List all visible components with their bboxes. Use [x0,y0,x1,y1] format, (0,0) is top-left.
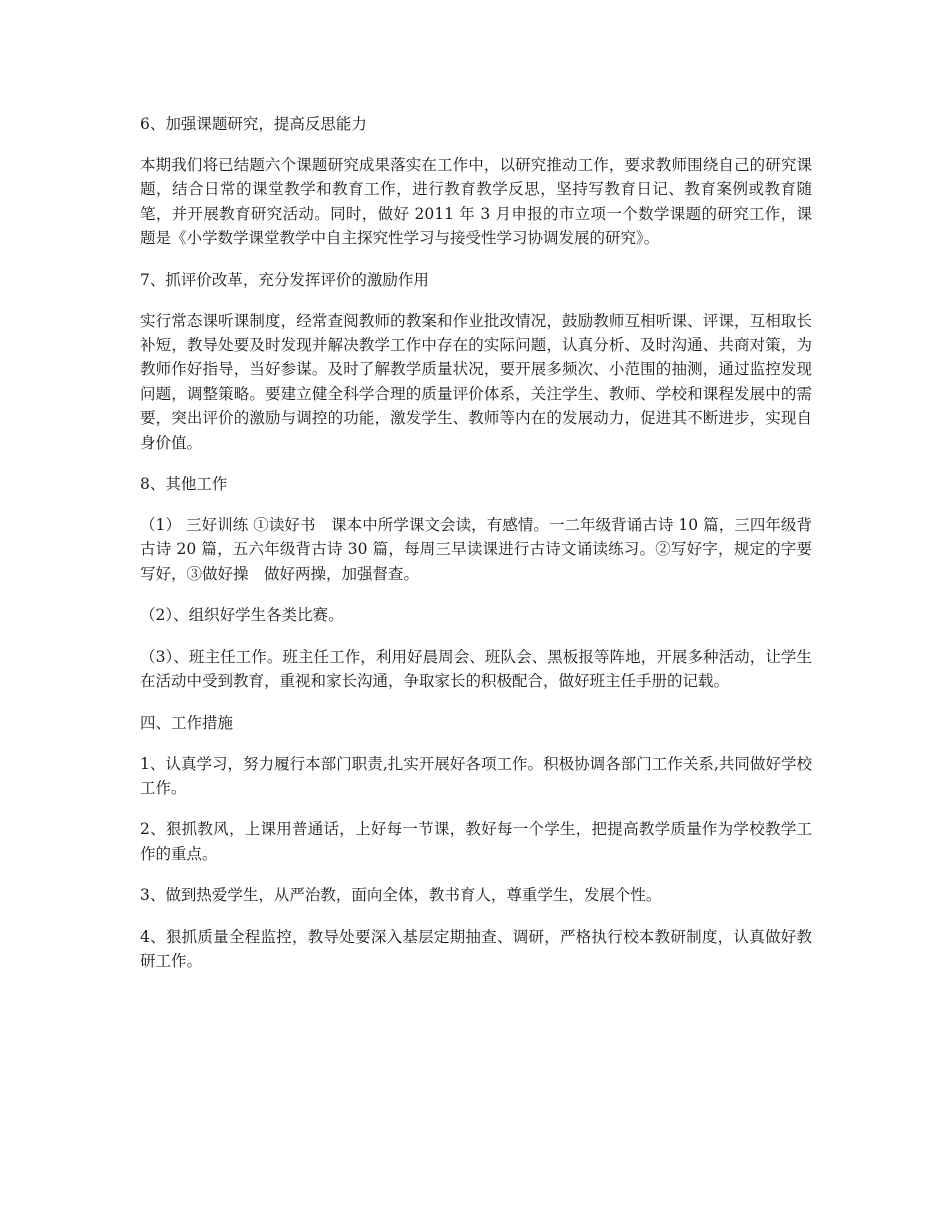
section-7-body: 实行常态课听课制度，经常查阅教师的教案和作业批改情况，鼓励教师互相听课、评课，互相取长补短，教导处要及时发现并解决教学工作中存在的实际问题，认真分析、及时沟通、共商对策，为教师作好指导，当好参谋。及时了解教学质量状况，要开展多频次、小范围的抽测，通过监控发现问题，调整策略。要建立健全科学合理的质量评价体系，关注学生、教师、学校和课程发展中的需要，突出评价的激励与调控的功能，激发学生、教师等内在的发展动力，促进其不断进步，实现自身价值。 [140,311,812,452]
section-8-item-1: （1） 三好训练 ①读好书 课本中所学课文会读，有感情。一二年级背诵古诗 10 篇，三四年级背古诗 20 篇，五六年级背古诗 30 篇，每周三早读课进行古诗文诵读练习。②写好字，规定的字要写好，③做好操 做好两操，加强督查。 [140,516,812,583]
measure-2: 2、狠抓教风，上课用普通话，上好每一节课，教好每一个学生，把提高教学质量作为学校教学工作的重点。 [140,820,812,863]
section-8-item-3: （3）、班主任工作。班主任工作，利用好晨周会、班队会、黑板报等阵地，开展多种活动，让学生在活动中受到教育，重视和家长沟通，争取家长的积极配合，做好班主任手册的记载。 [140,647,812,691]
section-8-heading: 8、其他工作 [140,475,228,494]
measure-3: 3、做到热爱学生，从严治教，面向全体，教书育人，尊重学生，发展个性。 [140,886,662,905]
section-6-heading: 6、加强课题研究，提高反思能力 [140,115,367,133]
measure-4: 4、狠抓质量全程监控，教导处要深入基层定期抽查、调研，严格执行校本教研制度，认真做好教研工作。 [140,927,812,970]
section-7-heading: 7、抓评价改革，充分发挥评价的激励作用 [140,270,429,289]
measure-1: 1、认真学习，努力履行本部门职责,扎实开展好各项工作。积极协调各部门工作关系,共同做好学校工作。 [140,754,812,797]
section-6-body: 本期我们将已结题六个课题研究成果落实在工作中，以研究推动工作，要求教师围绕自己的研究课题，结合日常的课堂教学和教育工作，进行教育教学反思，坚持写教育日记、教育案例或教育随笔，并开展教育研究活动。同时，做好 2011 年 3 月申报的市立项一个数学课题的研究工作，课题是《小学数学课堂教学中自主探究性学习与接受性学习协调发展的研究》。 [140,156,812,248]
section-8-item-2: （2）、组织好学生各类比赛。 [140,606,344,625]
document-content [140,112,812,990]
part-4-heading: 四、工作措施 [140,713,234,732]
